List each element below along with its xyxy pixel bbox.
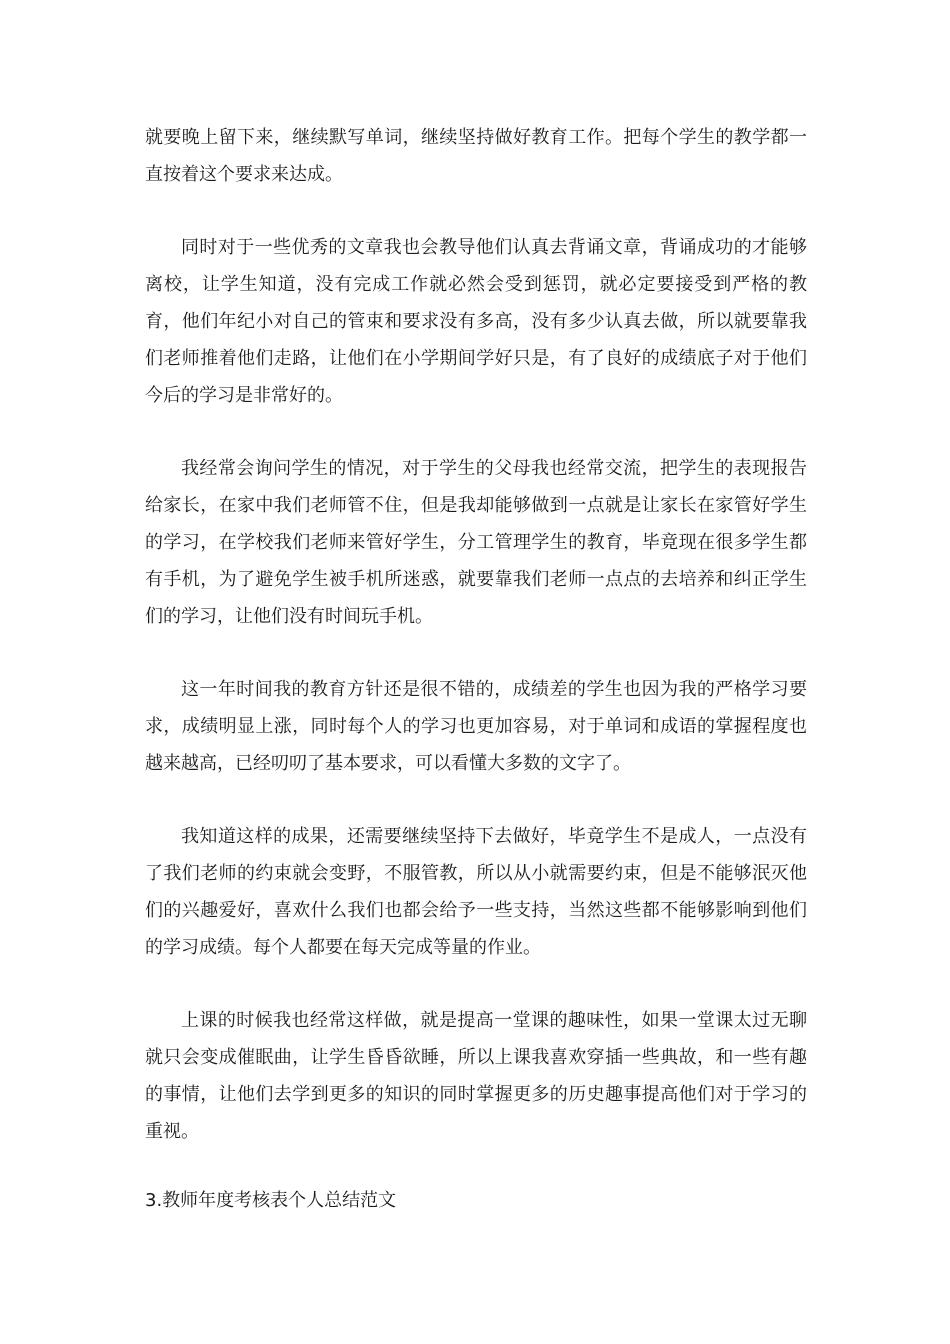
document-body: [145, 119, 807, 1219]
paragraph-classroom-interest: 上课的时候我也经常这样做，就是提高一堂课的趣味性，如果一堂课太过无聊就只会变成催眠曲，让学生昏昏欲睡，所以上课我喜欢穿插一些典故，和一些有趣的事情，让他们去学到更多的知识的同时掌握更多的历史趣事提高他们对于学习的重视。: [145, 1010, 807, 1142]
paragraph-recitation: 同时对于一些优秀的文章我也会教导他们认真去背诵文章，背诵成功的才能够离校，让学生知道，没有完成工作就必然会受到惩罚，就必定要接受到严格的教育，他们年纪小对自己的管束和要求没有多高，没有多少认真去做，所以就要靠我们老师推着他们走路，让他们在小学期间学好只是，有了良好的成绩底子对于他们今后的学习是非常好的。: [145, 237, 807, 406]
paragraph-year-results: 这一年时间我的教育方针还是很不错的，成绩差的学生也因为我的严格学习要求，成绩明显上涨，同时每个人的学习也更加容易，对于单词和成语的掌握程度也越来越高，已经叨叨了基本要求，可以看懂大多数的文字了。: [145, 679, 807, 774]
paragraph-continue-effort: 我知道这样的成果，还需要继续坚持下去做好，毕竟学生不是成人，一点没有了我们老师的约束就会变野，不服管教，所以从小就需要约束，但是不能够泯灭他们的兴趣爱好，喜欢什么我们也都会给予一些支持，当然这些都不能够影响到他们的学习成绩。每个人都要在每天完成等量的作业。: [145, 826, 807, 958]
paragraph-parent-communication: 我经常会询问学生的情况，对于学生的父母我也经常交流，把学生的表现报告给家长，在家中我们老师管不住，但是我却能够做到一点就是让家长在家管好学生的学习，在学校我们老师来管好学生，分工管理学生的教育，毕竟现在很多学生都有手机，为了避免学生被手机所迷惑，就要靠我们老师一点点的去培养和纠正学生们的学习，让他们没有时间玩手机。: [145, 458, 807, 627]
paragraph-continuation: 就要晚上留下来，继续默写单词，继续坚持做好教育工作。把每个学生的教学都一直按着这个要求来达成。: [145, 127, 807, 185]
section-heading: 3.教师年度考核表个人总结范文: [145, 1190, 397, 1211]
